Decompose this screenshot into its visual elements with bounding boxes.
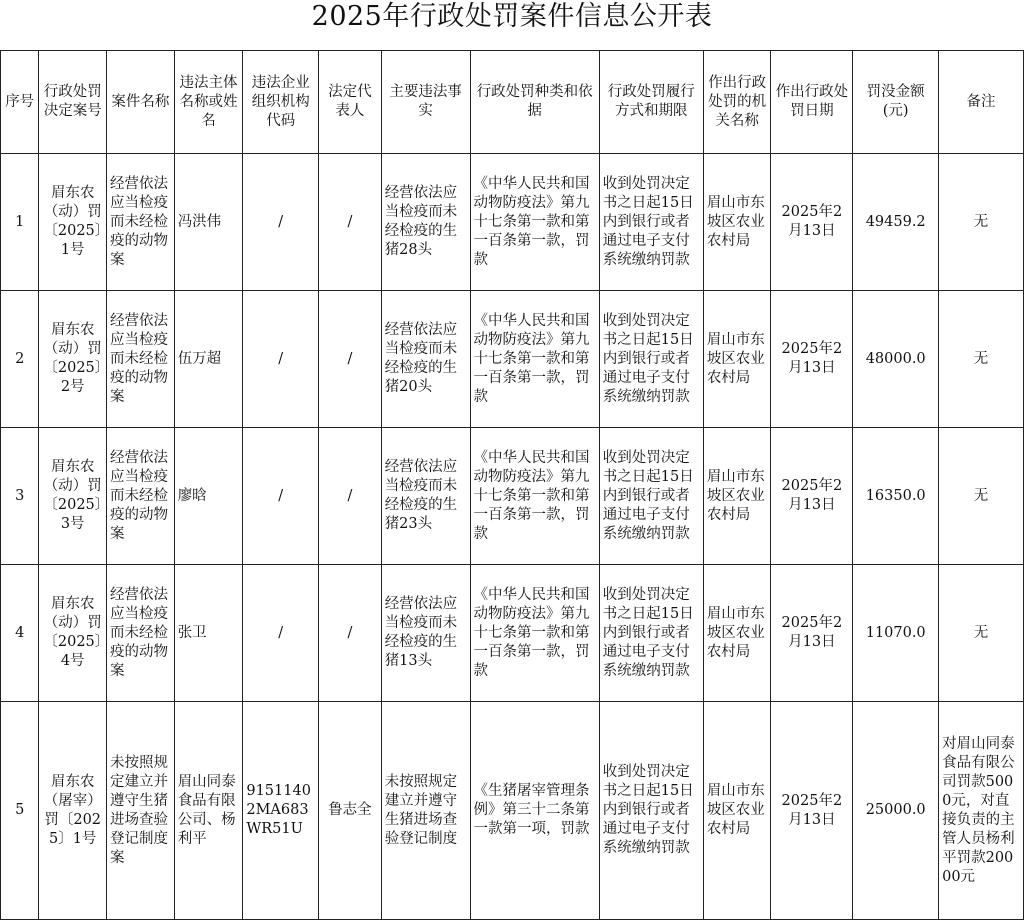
cell-subject: 廖晗 — [174, 428, 243, 565]
table-row — [1, 154, 1024, 291]
cell-case-name: 未按照规定建立并遵守生猪进场查验登记制度案 — [107, 702, 175, 920]
table-header-row — [1, 51, 1024, 154]
cell-amount: 49459.2 — [853, 154, 939, 291]
table-row — [1, 291, 1024, 428]
cell-date: 2025年2月13日 — [771, 154, 853, 291]
cell-date: 2025年2月13日 — [771, 565, 853, 702]
cell-amount: 48000.0 — [853, 291, 939, 428]
cell-case-name: 经营依法应当检疫而未经检疫的动物案 — [107, 291, 175, 428]
cell-subject: 冯洪伟 — [174, 154, 243, 291]
cell-method: 收到处罚决定书之日起15日内到银行或者通过电子支付系统缴纳罚款 — [599, 702, 703, 920]
cell-authority: 眉山市东坡区农业农村局 — [703, 702, 771, 920]
header-no: 序号 — [1, 51, 39, 154]
cell-amount: 11070.0 — [853, 565, 939, 702]
cell-facts: 未按照规定建立并遵守生猪进场查验登记制度 — [381, 702, 470, 920]
cell-authority: 眉山市东坡区农业农村局 — [703, 291, 771, 428]
cell-no: 5 — [1, 702, 39, 920]
cell-facts: 经营依法应当检疫而未经检疫的生猪13头 — [381, 565, 470, 702]
cell-org-code: / — [243, 428, 319, 565]
header-date: 作出行政处罚日期 — [771, 51, 853, 154]
cell-remark: 无 — [939, 428, 1024, 565]
cell-date: 2025年2月13日 — [771, 291, 853, 428]
header-case-no: 行政处罚决定案号 — [39, 51, 107, 154]
cell-org-code: 91511402MA683WR51U — [243, 702, 319, 920]
cell-method: 收到处罚决定书之日起15日内到银行或者通过电子支付系统缴纳罚款 — [599, 154, 703, 291]
cell-legal-rep: / — [319, 565, 382, 702]
cell-case-no: 眉东农（屠宰）罚〔2025〕1号 — [39, 702, 107, 920]
cell-case-no: 眉东农（动）罚〔2025〕4号 — [39, 565, 107, 702]
cell-date: 2025年2月13日 — [771, 428, 853, 565]
cell-case-no: 眉东农（动）罚〔2025〕3号 — [39, 428, 107, 565]
cell-org-code: / — [243, 154, 319, 291]
cell-no: 2 — [1, 291, 39, 428]
cell-subject: 张卫 — [174, 565, 243, 702]
cell-basis: 《中华人民共和国动物防疫法》第九十七条第一款和第一百条第一款，罚款 — [470, 154, 599, 291]
cell-method: 收到处罚决定书之日起15日内到银行或者通过电子支付系统缴纳罚款 — [599, 565, 703, 702]
cell-case-name: 经营依法应当检疫而未经检疫的动物案 — [107, 565, 175, 702]
cell-basis: 《生猪屠宰管理条例》第三十二条第一款第一项，罚款 — [470, 702, 599, 920]
cell-facts: 经营依法应当检疫而未经检疫的生猪20头 — [381, 291, 470, 428]
cell-case-name: 经营依法应当检疫而未经检疫的动物案 — [107, 428, 175, 565]
cell-remark: 无 — [939, 291, 1024, 428]
cell-case-no: 眉东农（动）罚〔2025〕1号 — [39, 154, 107, 291]
cell-remark: 无 — [939, 565, 1024, 702]
table-row — [1, 702, 1024, 920]
cell-case-name: 经营依法应当检疫而未经检疫的动物案 — [107, 154, 175, 291]
header-authority: 作出行政处罚的机关名称 — [703, 51, 771, 154]
cell-authority: 眉山市东坡区农业农村局 — [703, 428, 771, 565]
cell-remark: 无 — [939, 154, 1024, 291]
cell-legal-rep: / — [319, 154, 382, 291]
header-subject: 违法主体名称或姓名 — [174, 51, 243, 154]
cell-facts: 经营依法应当检疫而未经检疫的生猪23头 — [381, 428, 470, 565]
cell-subject: 伍万超 — [174, 291, 243, 428]
cell-basis: 《中华人民共和国动物防疫法》第九十七条第一款和第一百条第一款，罚款 — [470, 428, 599, 565]
cell-case-no: 眉东农（动）罚〔2025〕2号 — [39, 291, 107, 428]
header-basis: 行政处罚种类和依据 — [470, 51, 599, 154]
cell-basis: 《中华人民共和国动物防疫法》第九十七条第一款和第一百条第一款，罚款 — [470, 565, 599, 702]
cell-authority: 眉山市东坡区农业农村局 — [703, 154, 771, 291]
table-row — [1, 565, 1024, 702]
cell-no: 4 — [1, 565, 39, 702]
penalty-table — [0, 50, 1024, 920]
cell-legal-rep: / — [319, 428, 382, 565]
cell-date: 2025年2月13日 — [771, 702, 853, 920]
cell-method: 收到处罚决定书之日起15日内到银行或者通过电子支付系统缴纳罚款 — [599, 428, 703, 565]
header-facts: 主要违法事实 — [381, 51, 470, 154]
cell-remark: 对眉山同泰食品有限公司罚款5000元，对直接负责的主管人员杨利平罚款20000元 — [939, 702, 1024, 920]
header-method: 行政处罚履行方式和期限 — [599, 51, 703, 154]
cell-no: 1 — [1, 154, 39, 291]
cell-subject: 眉山同泰食品有限公司、杨利平 — [174, 702, 243, 920]
cell-legal-rep: 鲁志全 — [319, 702, 382, 920]
header-amount: 罚没金额(元) — [853, 51, 939, 154]
cell-facts: 经营依法应当检疫而未经检疫的生猪28头 — [381, 154, 470, 291]
cell-org-code: / — [243, 291, 319, 428]
header-org-code: 违法企业组织机构代码 — [243, 51, 319, 154]
cell-method: 收到处罚决定书之日起15日内到银行或者通过电子支付系统缴纳罚款 — [599, 291, 703, 428]
page-title: 2025年行政处罚案件信息公开表 — [311, 1, 713, 32]
header-remark: 备注 — [939, 51, 1024, 154]
cell-no: 3 — [1, 428, 39, 565]
cell-basis: 《中华人民共和国动物防疫法》第九十七条第一款和第一百条第一款，罚款 — [470, 291, 599, 428]
cell-amount: 25000.0 — [853, 702, 939, 920]
cell-org-code: / — [243, 565, 319, 702]
table-row — [1, 428, 1024, 565]
header-legal-rep: 法定代表人 — [319, 51, 382, 154]
cell-amount: 16350.0 — [853, 428, 939, 565]
header-case-name: 案件名称 — [107, 51, 175, 154]
cell-legal-rep: / — [319, 291, 382, 428]
cell-authority: 眉山市东坡区农业农村局 — [703, 565, 771, 702]
